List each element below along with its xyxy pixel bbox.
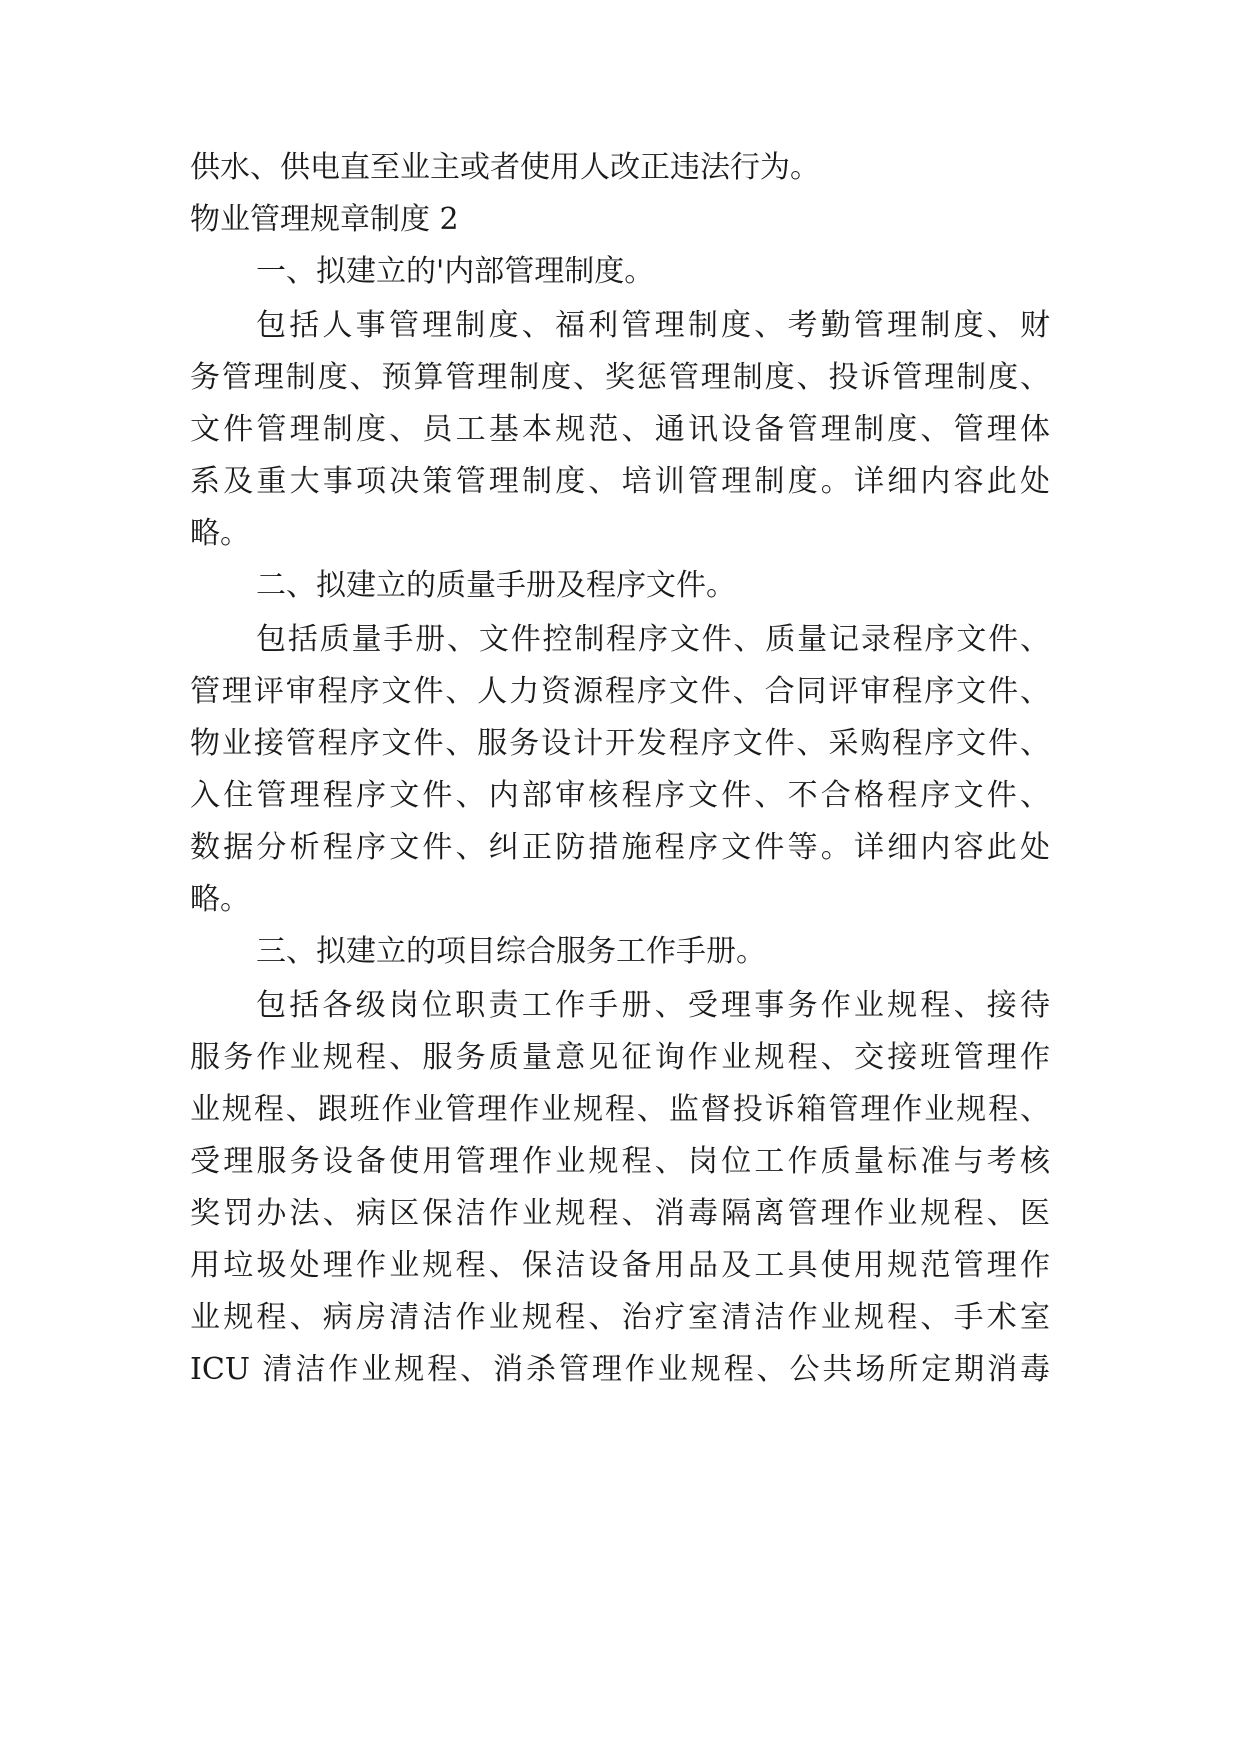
paragraph-line: 服务作业规程、服务质量意见征询作业规程、交接班管理作 — [190, 1040, 1050, 1075]
section-title: 物业管理规章制度 2 — [190, 202, 459, 237]
paragraph-line: 包括质量手册、文件控制程序文件、质量记录程序文件、 — [256, 622, 1050, 657]
paragraph-line: 包括人事管理制度、福利管理制度、考勤管理制度、财 — [256, 308, 1050, 343]
paragraph-line: 文件管理制度、员工基本规范、通讯设备管理制度、管理体 — [190, 412, 1050, 447]
paragraph-line: 物业接管程序文件、服务设计开发程序文件、采购程序文件、 — [190, 726, 1050, 761]
paragraph-line: 数据分析程序文件、纠正防措施程序文件等。详细内容此处 — [190, 830, 1050, 865]
paragraph-line: 业规程、病房清洁作业规程、治疗室清洁作业规程、手术室 — [190, 1300, 1050, 1335]
paragraph-line: 奖罚办法、病区保洁作业规程、消毒隔离管理作业规程、医 — [190, 1196, 1050, 1231]
paragraph-line: 供水、供电直至业主或者使用人改正违法行为。 — [190, 150, 820, 185]
paragraph-line: 略。 — [190, 882, 250, 917]
paragraph-line: 业规程、跟班作业管理作业规程、监督投诉箱管理作业规程、 — [190, 1092, 1050, 1127]
paragraph-line: 略。 — [190, 516, 250, 551]
section-heading: 一、拟建立的'内部管理制度。 — [256, 254, 655, 289]
section-heading: 二、拟建立的质量手册及程序文件。 — [256, 568, 736, 603]
section-heading: 三、拟建立的项目综合服务工作手册。 — [256, 934, 766, 969]
paragraph-line: 系及重大事项决策管理制度、培训管理制度。详细内容此处 — [190, 464, 1050, 499]
paragraph-line: 务管理制度、预算管理制度、奖惩管理制度、投诉管理制度、 — [190, 360, 1050, 395]
paragraph-line: 管理评审程序文件、人力资源程序文件、合同评审程序文件、 — [190, 674, 1050, 709]
paragraph-line: ICU 清洁作业规程、消杀管理作业规程、公共场所定期消毒 — [190, 1352, 1050, 1387]
paragraph-line: 包括各级岗位职责工作手册、受理事务作业规程、接待 — [256, 988, 1050, 1023]
paragraph-line: 入住管理程序文件、内部审核程序文件、不合格程序文件、 — [190, 778, 1050, 813]
paragraph-line: 受理服务设备使用管理作业规程、岗位工作质量标准与考核 — [190, 1144, 1050, 1179]
paragraph-line: 用垃圾处理作业规程、保洁设备用品及工具使用规范管理作 — [190, 1248, 1050, 1283]
